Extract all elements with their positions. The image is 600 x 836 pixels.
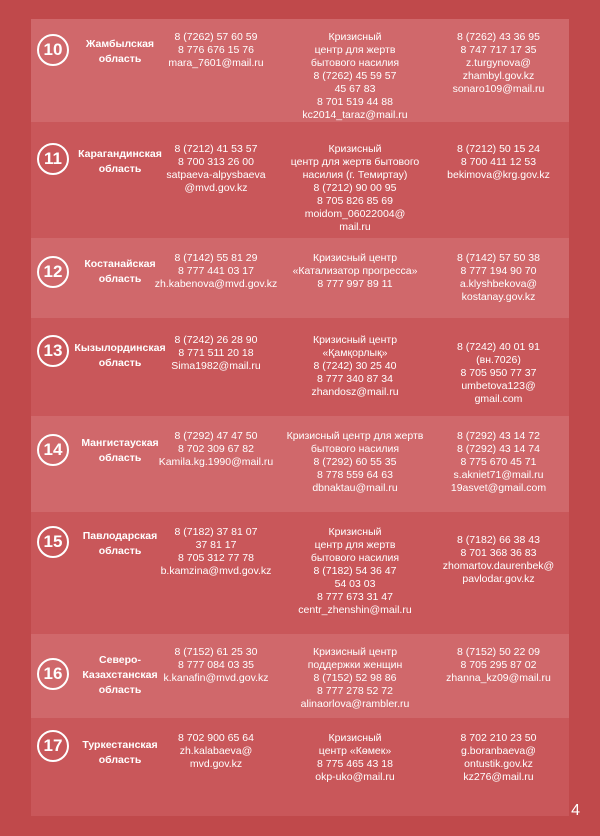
table-row	[31, 634, 569, 718]
crisis-center-contacts: Кризисный центр для жертв бытового насилия 8 (7182) 54 36 47 54 03 03 8 777 673 31 47 centr_zhenshin@mail.ru	[298, 526, 412, 616]
region-name: Жамбылская область	[85, 38, 155, 65]
contacts-table	[31, 19, 569, 816]
table-row	[31, 416, 569, 512]
police-contacts: 8 (7242) 26 28 90 8 771 511 20 18 Sima1982@mail.ru	[171, 334, 261, 372]
crisis-center-contacts: Кризисный центр поддержки женщин 8 (7152) 52 98 86 8 777 278 52 72 alinaorlova@rambler.ru	[300, 646, 410, 710]
row-number: 13	[37, 335, 69, 367]
crisis-center-contacts: Кризисный центр для жертв бытового насилия 8 (7292) 60 55 35 8 778 559 64 63 dbnaktau@mail.ru	[286, 430, 424, 494]
akimat-contacts: 8 (7212) 50 15 24 8 700 411 12 53 bekimova@krg.gov.kz	[447, 143, 550, 181]
table-row	[31, 19, 569, 122]
akimat-contacts: 8 (7182) 66 38 43 8 701 368 36 83 zhomartov.daurenbek@ pavlodar.gov.kz	[442, 534, 555, 585]
police-contacts: 8 (7212) 41 53 57 8 700 313 26 00 satpaeva-alpysbaeva @mvd.gov.kz	[166, 143, 266, 194]
crisis-center-contacts: Кризисный центр «Көмек» 8 775 465 43 18 okp-uko@mail.ru	[315, 732, 395, 783]
akimat-contacts: 8 702 210 23 50 g.boranbaeva@ ontustik.gov.kz kz276@mail.ru	[460, 732, 537, 783]
table-row	[31, 321, 569, 416]
region-name: Карагандинская область	[78, 148, 162, 175]
table-row	[31, 238, 569, 318]
row-number: 16	[37, 658, 69, 690]
row-number: 15	[37, 526, 69, 558]
row-number: 12	[37, 256, 69, 288]
region-name: Костанайская область	[84, 258, 156, 285]
table-row	[31, 720, 569, 816]
crisis-center-contacts: Кризисный центр «Катализатор прогресса» 8 777 997 89 11	[292, 252, 418, 290]
crisis-center-contacts: Кризисный центр для жертв бытового насилия (г. Темиртау) 8 (7212) 90 00 95 8 705 826 85 69 moidom_06022004@ mail.ru	[290, 143, 420, 233]
police-contacts: 8 702 900 65 64 zh.kalabaeva@ mvd.gov.kz	[178, 732, 254, 770]
police-contacts: 8 (7262) 57 60 59 8 776 676 15 76 mara_7601@mail.ru	[168, 31, 264, 69]
region-name: Павлодарская область	[82, 530, 158, 557]
row-number: 10	[37, 34, 69, 66]
police-contacts: 8 (7292) 47 47 50 8 702 309 67 82 Kamila.kg.1990@mail.ru	[158, 430, 274, 468]
akimat-contacts: 8 (7292) 43 14 72 8 (7292) 43 14 74 8 775 670 45 71 s.akniet71@mail.ru 19asvet@gmail.com	[450, 430, 547, 494]
page-number: 4	[571, 802, 580, 819]
row-number: 14	[37, 434, 69, 466]
region-name: Кызылординская область	[74, 342, 166, 369]
row-number: 17	[37, 730, 69, 762]
police-contacts: 8 (7142) 55 81 29 8 777 441 03 17 zh.kabenova@mvd.gov.kz	[154, 252, 278, 290]
row-number: 11	[37, 143, 69, 175]
region-name: Туркестанская область	[82, 739, 158, 766]
crisis-center-contacts: Кризисный центр для жертв бытового насилия 8 (7262) 45 59 57 45 67 83 8 701 519 44 88 kc2014_taraz@mail.ru	[302, 31, 408, 121]
akimat-contacts: 8 (7152) 50 22 09 8 705 295 87 02 zhanna_kz09@mail.ru	[446, 646, 551, 684]
police-contacts: 8 (7152) 61 25 30 8 777 084 03 35 k.kanafin@mvd.gov.kz	[163, 646, 269, 684]
akimat-contacts: 8 (7142) 57 50 38 8 777 194 90 70 a.klyshbekova@ kostanay.gov.kz	[457, 252, 540, 303]
table-row	[31, 514, 569, 632]
akimat-contacts: 8 (7242) 40 01 91 (вн.7026) 8 705 950 77 37 umbetova123@ gmail.com	[457, 341, 540, 405]
region-name: Северо- Казахстанская область	[82, 654, 158, 696]
crisis-center-contacts: Кризисный центр «Қамқорлық» 8 (7242) 30 25 40 8 777 340 87 34 zhandosz@mail.ru	[311, 334, 399, 398]
akimat-contacts: 8 (7262) 43 36 95 8 747 717 17 35 z.turgynova@ zhambyl.gov.kz sonaro109@mail.ru	[452, 31, 545, 95]
table-row	[31, 125, 569, 235]
region-name: Мангистауская область	[81, 437, 159, 464]
police-contacts: 8 (7182) 37 81 07 37 81 17 8 705 312 77 78 b.kamzina@mvd.gov.kz	[160, 526, 272, 577]
